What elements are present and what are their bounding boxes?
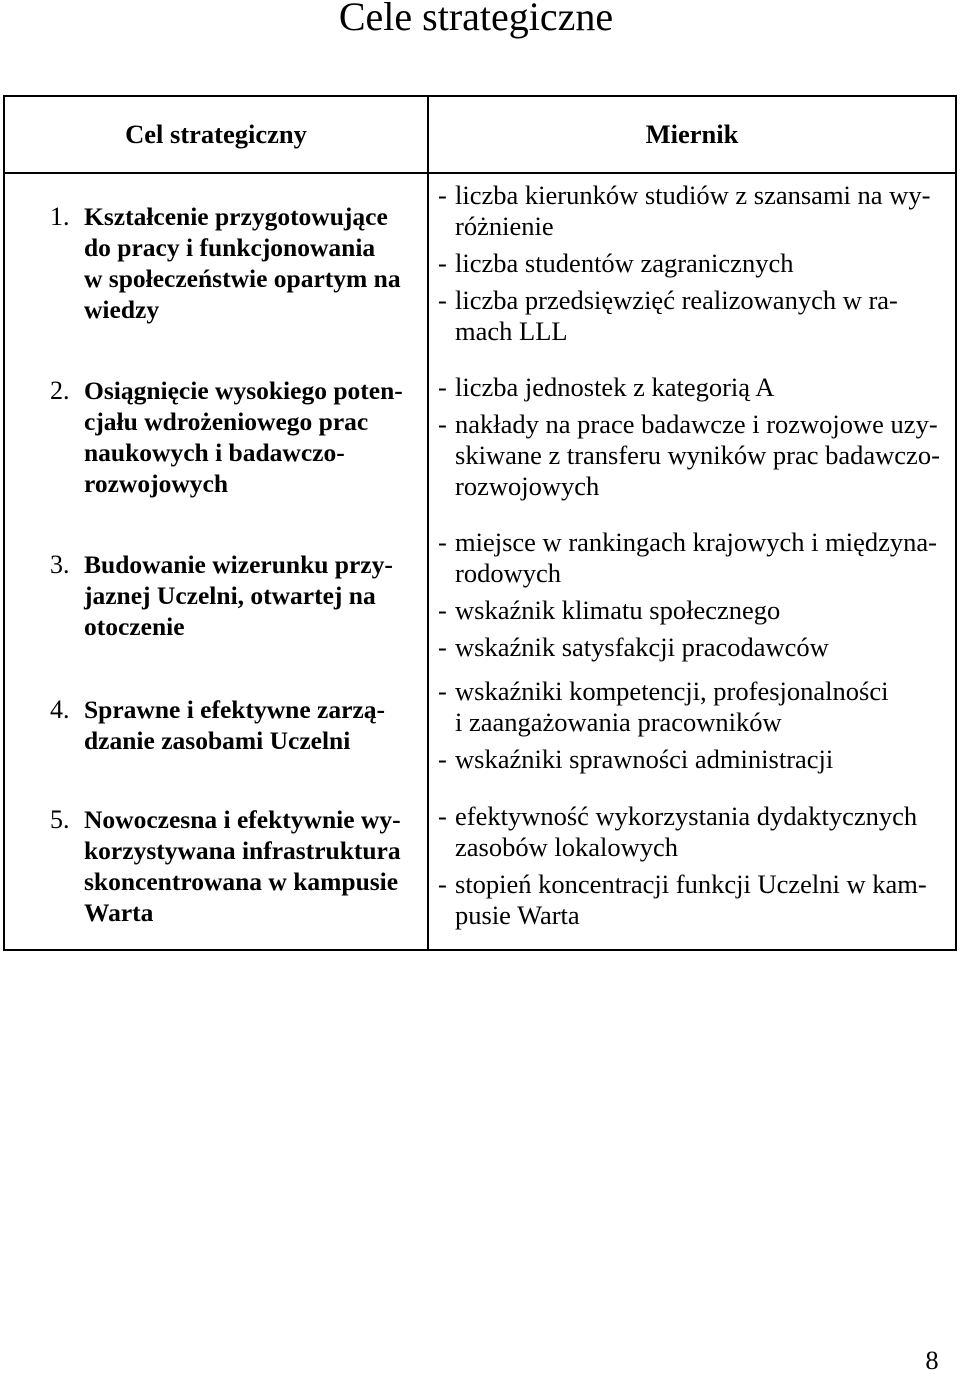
- goal-text-line: dzanie zasobami Uczelni: [84, 726, 351, 755]
- measure-cell: [429, 174, 955, 352]
- table-row: [5, 174, 955, 352]
- measure-item: [438, 744, 888, 775]
- goal-text-line: skoncentrowana w kampusie: [84, 866, 399, 896]
- measure-list: [438, 527, 937, 663]
- goal-text-line: jaznej Uczelni, otwartej na: [84, 580, 376, 610]
- measure-text-line: rodowych: [455, 558, 561, 588]
- measure-text: [455, 676, 888, 738]
- measure-text-line: pusie Warta: [455, 899, 580, 930]
- measure-item: [438, 801, 927, 863]
- goal-text-line: rozwojowych: [84, 469, 228, 498]
- measure-text-line: efektywność wykorzystania dydaktycznych: [455, 800, 918, 831]
- goal-text-line: wiedzy: [84, 295, 160, 324]
- measure-item: [438, 248, 930, 279]
- measure-text: [455, 372, 774, 403]
- measure-item: [438, 869, 927, 931]
- measure-cell: [429, 352, 955, 522]
- goal-number: 1.: [50, 202, 70, 231]
- goal-text-line: do pracy i funkcjonowania: [84, 233, 376, 262]
- strategic-goal: [50, 694, 385, 756]
- measure-dash: -: [438, 409, 447, 439]
- measure-text: [455, 869, 927, 931]
- goal-cell: [5, 782, 427, 949]
- measure-dash: -: [438, 284, 447, 315]
- measure-list: [438, 180, 930, 347]
- goal-text: [84, 804, 401, 928]
- measure-dash: -: [438, 800, 447, 831]
- measure-item: [438, 180, 930, 242]
- measure-text-line: wskaźnik klimatu społecznego: [455, 595, 781, 625]
- goal-number: 5.: [50, 804, 70, 834]
- measure-text-line: mach LLL: [455, 315, 568, 346]
- goal-cell: [5, 668, 427, 782]
- measure-text-line: wskaźnik satysfakcji pracodawców: [455, 632, 829, 662]
- measure-text: [455, 180, 930, 242]
- header-goal: [5, 97, 427, 172]
- header-measure-label: Miernik: [645, 119, 739, 149]
- measure-text-line: liczba przedsięwzięć realizowanych w ra-: [455, 284, 898, 315]
- measure-text-line: wskaźniki sprawności administracji: [455, 743, 834, 774]
- measure-text-line: liczba studentów zagranicznych: [455, 247, 794, 278]
- measure-cell: [429, 522, 955, 668]
- goal-text-line: w społeczeństwie opartym na: [84, 264, 401, 293]
- measure-text-line: nakłady na prace badawcze i rozwojowe uzy-: [455, 409, 938, 439]
- measure-dash: -: [438, 595, 447, 625]
- goal-text: [84, 201, 401, 325]
- measure-text-line: i zaangażowania pracowników: [455, 706, 782, 737]
- measure-item: [438, 527, 937, 589]
- strategic-goals-table: [3, 95, 957, 951]
- measure-item: [438, 632, 937, 663]
- measure-dash: -: [438, 743, 447, 774]
- header-goal-label: Cel strategiczny: [125, 119, 307, 149]
- goal-number: 4.: [50, 695, 70, 724]
- goal-text: [84, 549, 393, 642]
- table-header-row: [5, 97, 955, 174]
- measure-text: [455, 744, 833, 775]
- measure-text: [455, 801, 917, 863]
- goal-cell: [5, 352, 427, 522]
- table-row: [5, 352, 955, 522]
- measure-list: [438, 372, 940, 502]
- measure-text-line: liczba kierunków studiów z szansami na wy-: [455, 179, 931, 210]
- measure-text-line: miejsce w rankingach krajowych i międzyna-: [455, 527, 937, 557]
- measure-item: [438, 676, 888, 738]
- measure-item: [438, 595, 937, 626]
- goal-cell: [5, 522, 427, 668]
- goal-text-line: Warta: [84, 897, 154, 927]
- goal-number: 3.: [50, 549, 70, 579]
- strategic-goal: [50, 375, 403, 499]
- measure-text-line: skiwane z transferu wyników prac badawczo-: [455, 440, 940, 470]
- strategic-goal: [50, 549, 393, 642]
- goal-text: [84, 694, 385, 756]
- measure-text-line: zasobów lokalowych: [455, 831, 678, 862]
- measure-item: [438, 285, 930, 347]
- table-row: [5, 522, 955, 668]
- strategic-goal: [50, 201, 401, 325]
- measure-text-line: wskaźniki kompetencji, profesjonalności: [455, 675, 889, 706]
- measure-text-line: liczba jednostek z kategorią A: [455, 372, 775, 402]
- goal-text-line: naukowych i badawczo-: [84, 438, 345, 467]
- measure-text-line: rozwojowych: [455, 471, 600, 501]
- goal-number: 2.: [50, 376, 70, 405]
- measure-dash: -: [438, 247, 447, 278]
- page-number: 8: [925, 1345, 939, 1375]
- measure-text: [455, 409, 940, 502]
- measure-item: [438, 372, 940, 403]
- measure-text-line: różnienie: [455, 210, 554, 241]
- strategic-goal: [50, 804, 401, 928]
- measure-cell: [429, 668, 955, 782]
- goal-text-line: Osiągnięcie wysokiego poten-: [84, 376, 403, 405]
- goal-text-line: Kształcenie przygotowujące: [84, 202, 388, 231]
- goal-text-line: Sprawne i efektywne zarzą-: [84, 695, 385, 724]
- measure-cell: [429, 782, 955, 949]
- goal-text-line: Nowoczesna i efektywnie wy-: [84, 804, 401, 834]
- header-measure: [429, 97, 955, 172]
- goal-text-line: Budowanie wizerunku przy-: [84, 549, 393, 579]
- measure-dash: -: [438, 372, 447, 402]
- measure-text: [455, 248, 793, 279]
- measure-dash: -: [438, 632, 447, 662]
- measure-text-line: stopień koncentracji funkcji Uczelni w kam-: [455, 868, 927, 899]
- page-title: Cele strategiczne: [338, 0, 614, 39]
- measure-text: [455, 595, 780, 626]
- measure-dash: -: [438, 179, 447, 210]
- measure-list: [438, 676, 888, 775]
- measure-item: [438, 409, 940, 502]
- measure-list: [438, 801, 927, 931]
- measure-text: [455, 285, 898, 347]
- table-row: [5, 668, 955, 782]
- measure-dash: -: [438, 675, 447, 706]
- goal-text-line: otoczenie: [84, 611, 185, 641]
- measure-text: [455, 632, 829, 663]
- table-row: [5, 782, 955, 949]
- goal-text-line: korzystywana infrastruktura: [84, 835, 401, 865]
- goal-cell: [5, 174, 427, 352]
- measure-text: [455, 527, 937, 589]
- measure-dash: -: [438, 527, 447, 557]
- goal-text: [84, 375, 403, 499]
- measure-dash: -: [438, 868, 447, 899]
- goal-text-line: cjału wdrożeniowego prac: [84, 407, 369, 436]
